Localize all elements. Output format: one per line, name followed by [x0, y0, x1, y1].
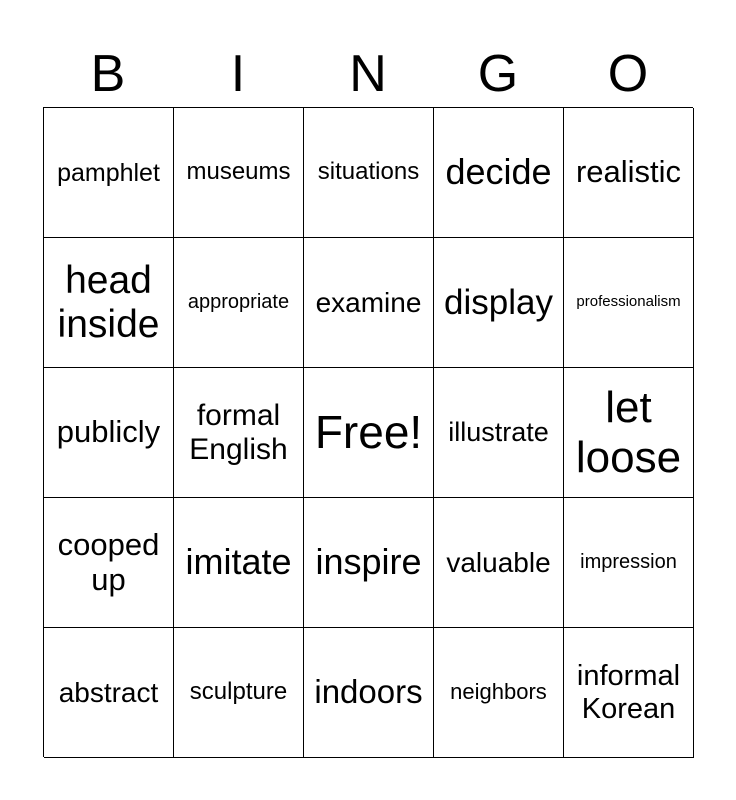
- header-letter-o: O: [607, 45, 649, 103]
- bingo-cell[interactable]: [434, 498, 564, 628]
- bingo-cell-text: pamphlet: [57, 158, 160, 187]
- bingo-cell-text: museums: [186, 158, 291, 186]
- bingo-cell[interactable]: [434, 238, 564, 368]
- header-letter-b: B: [90, 45, 126, 103]
- bingo-cell-text: formal English: [189, 398, 288, 466]
- header-letter-g: G: [477, 45, 519, 103]
- bingo-cell-text: sculpture: [189, 678, 288, 706]
- bingo-header: [43, 42, 693, 106]
- bingo-cell-text: let loose: [575, 383, 682, 482]
- header-letter-n: N: [349, 45, 387, 103]
- bingo-cell-text: inspire: [315, 541, 422, 583]
- bingo-cell[interactable]: [304, 108, 434, 238]
- bingo-cell[interactable]: [44, 368, 174, 498]
- bingo-cell[interactable]: [44, 628, 174, 758]
- bingo-cell[interactable]: [434, 368, 564, 498]
- bingo-cell-text: informal Korean: [576, 660, 681, 725]
- bingo-cell[interactable]: [44, 108, 174, 238]
- bingo-cell[interactable]: [44, 238, 174, 368]
- bingo-cell[interactable]: [304, 628, 434, 758]
- bingo-cell[interactable]: [44, 498, 174, 628]
- free-space-cell[interactable]: [304, 368, 434, 498]
- bingo-cell[interactable]: [564, 498, 694, 628]
- bingo-cell-text: illustrate: [448, 417, 549, 448]
- bingo-cell[interactable]: [564, 368, 694, 498]
- bingo-cell-text: examine: [315, 286, 422, 318]
- bingo-card-grid: [43, 107, 693, 757]
- header-letter-i: I: [230, 45, 246, 103]
- bingo-cell[interactable]: [174, 238, 304, 368]
- bingo-cell[interactable]: [564, 108, 694, 238]
- bingo-cell-text: Free!: [314, 405, 423, 458]
- bingo-cell-text: decide: [445, 151, 552, 193]
- bingo-cell-text: valuable: [446, 546, 551, 578]
- bingo-cell-text: professionalism: [576, 293, 681, 311]
- bingo-cell-text: neighbors: [450, 679, 547, 705]
- bingo-cell-text: imitate: [185, 541, 292, 583]
- bingo-cell-text: head inside: [57, 258, 160, 346]
- bingo-cell-text: realistic: [575, 154, 682, 190]
- bingo-cell-text: display: [444, 282, 553, 322]
- bingo-cell[interactable]: [174, 108, 304, 238]
- bingo-cell[interactable]: [434, 628, 564, 758]
- bingo-cell[interactable]: [564, 628, 694, 758]
- bingo-cell-text: situations: [317, 158, 420, 186]
- bingo-cell[interactable]: [174, 498, 304, 628]
- bingo-cell[interactable]: [174, 628, 304, 758]
- bingo-cell-text: cooped up: [57, 526, 160, 597]
- bingo-cell[interactable]: [174, 368, 304, 498]
- bingo-cell-text: impression: [580, 551, 677, 574]
- bingo-cell-text: appropriate: [187, 291, 290, 314]
- bingo-cell[interactable]: [304, 498, 434, 628]
- bingo-cell-text: publicly: [56, 414, 161, 450]
- bingo-cell[interactable]: [564, 238, 694, 368]
- bingo-cell-text: indoors: [314, 673, 423, 711]
- bingo-cell[interactable]: [434, 108, 564, 238]
- bingo-cell[interactable]: [304, 238, 434, 368]
- bingo-cell-text: abstract: [58, 676, 159, 708]
